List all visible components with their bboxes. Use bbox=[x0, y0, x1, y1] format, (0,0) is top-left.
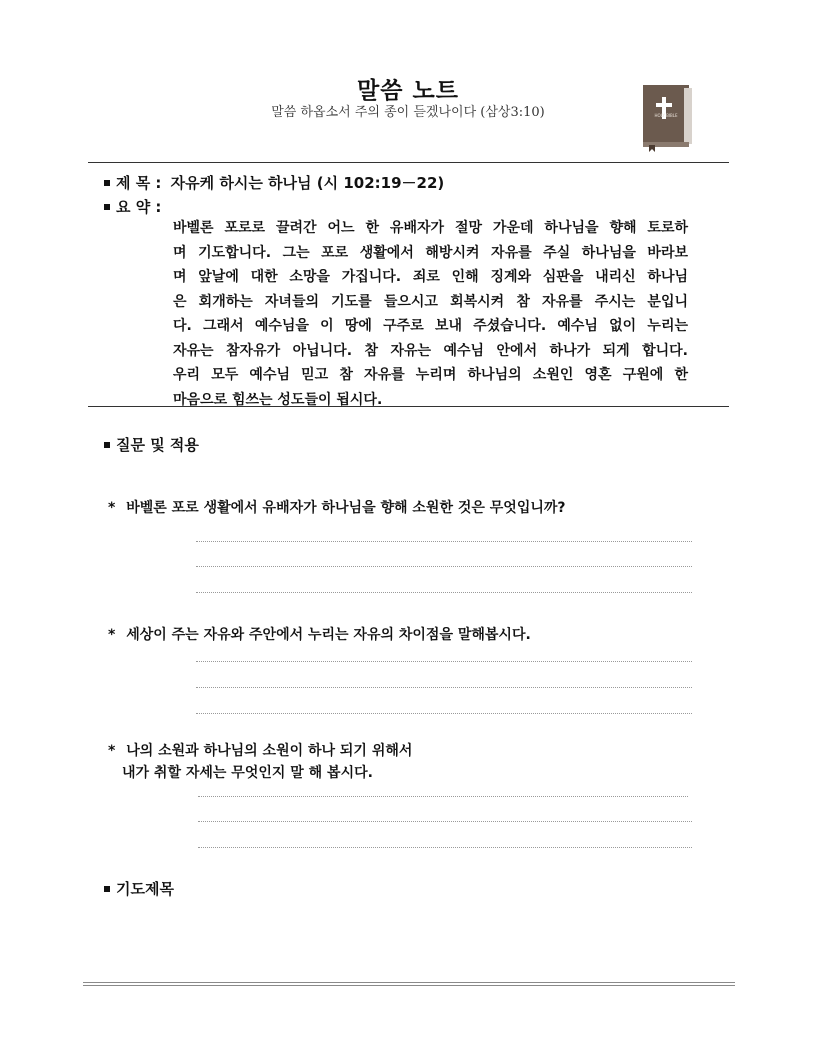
question-3-continued bbox=[122, 762, 373, 784]
summary-line: 며 앞날에 대한 소망을 가집니다. 죄로 인해 징계와 심판을 내리신 하나님 bbox=[173, 269, 688, 285]
question-text: 내가 취할 자세는 무엇인지 말 해 봅시다. bbox=[122, 765, 373, 781]
question-text: 세상이 주는 자유와 주안에서 누리는 자유의 차이점을 말해봅시다. bbox=[126, 627, 531, 643]
page-title: 말씀 노트 bbox=[357, 78, 459, 104]
question-text: 나의 소원과 하나님의 소원이 하나 되기 위해서 bbox=[126, 743, 413, 759]
answer-line-input[interactable] bbox=[196, 541, 692, 542]
question-mark: * bbox=[108, 500, 116, 516]
summary-label-row bbox=[104, 196, 161, 217]
prayer-section-heading bbox=[104, 878, 174, 899]
summary-line: 은 회개하는 자녀들의 기도를 들으시고 회복시켜 참 자유를 주시는 분입니 bbox=[173, 293, 688, 310]
question-1 bbox=[108, 497, 566, 519]
question-mark: * bbox=[108, 743, 116, 759]
prayer-section-label: 기도제목 bbox=[116, 880, 174, 898]
sermon-title-label: 제 목 : bbox=[116, 174, 162, 192]
summary-line: 바벨론 포로로 끌려간 어느 한 유배자가 절망 가운데 하나님을 향해 토로하 bbox=[173, 220, 688, 236]
question-text: 바벨론 포로 생활에서 유배자가 하나님을 향해 소원한 것은 무엇입니까? bbox=[126, 500, 566, 516]
footer-divider bbox=[83, 982, 735, 986]
answer-line-input[interactable] bbox=[196, 661, 692, 662]
bible-spine-text: HOLY BIBLE bbox=[654, 113, 678, 118]
summary-line: 마음으로 힘쓰는 성도들이 됩시다. bbox=[173, 391, 383, 408]
summary-line: 우리 모두 예수님 믿고 참 자유를 누리며 하나님의 소원인 영혼 구원에 한 bbox=[173, 367, 688, 383]
page-subtitle: 말씀 하옵소서 주의 종이 듣겠나이다 (삼상3:10) bbox=[271, 105, 545, 120]
bullet-square-icon bbox=[104, 180, 110, 186]
answer-line-input[interactable] bbox=[198, 796, 688, 797]
summary-line: 며 기도합니다. 그는 포로 생활에서 해방시켜 자유를 주실 하나님을 바라보 bbox=[173, 244, 688, 261]
questions-section-label: 질문 및 적용 bbox=[116, 436, 199, 454]
question-3 bbox=[108, 740, 412, 762]
bible-book-with-cross-icon bbox=[640, 82, 694, 152]
summary-label: 요 약 : bbox=[116, 198, 162, 216]
bullet-square-icon bbox=[104, 886, 110, 892]
summary-divider bbox=[88, 406, 729, 407]
question-mark: * bbox=[108, 627, 116, 643]
answer-line-input[interactable] bbox=[198, 847, 692, 848]
questions-section-heading bbox=[104, 434, 199, 455]
question-2 bbox=[108, 624, 531, 646]
sermon-title-row bbox=[104, 172, 444, 193]
summary-text bbox=[173, 216, 688, 412]
bullet-square-icon bbox=[104, 204, 110, 210]
answer-line-input[interactable] bbox=[196, 566, 692, 567]
answer-line-input[interactable] bbox=[198, 821, 692, 822]
answer-line-input[interactable] bbox=[196, 713, 692, 714]
answer-line-input[interactable] bbox=[196, 592, 692, 593]
header-divider bbox=[88, 162, 729, 163]
answer-line-input[interactable] bbox=[196, 687, 692, 688]
summary-line: 다. 그래서 예수님을 이 땅에 구주로 보내 주셨습니다. 예수님 없이 누리는 bbox=[173, 318, 688, 334]
summary-line: 자유는 참자유가 아닙니다. 참 자유는 예수님 안에서 하나가 되게 합니다. bbox=[173, 342, 688, 359]
sermon-title-value: 자유케 하시는 하나님 (시 102:19－22) bbox=[170, 174, 445, 192]
bullet-square-icon bbox=[104, 442, 110, 448]
